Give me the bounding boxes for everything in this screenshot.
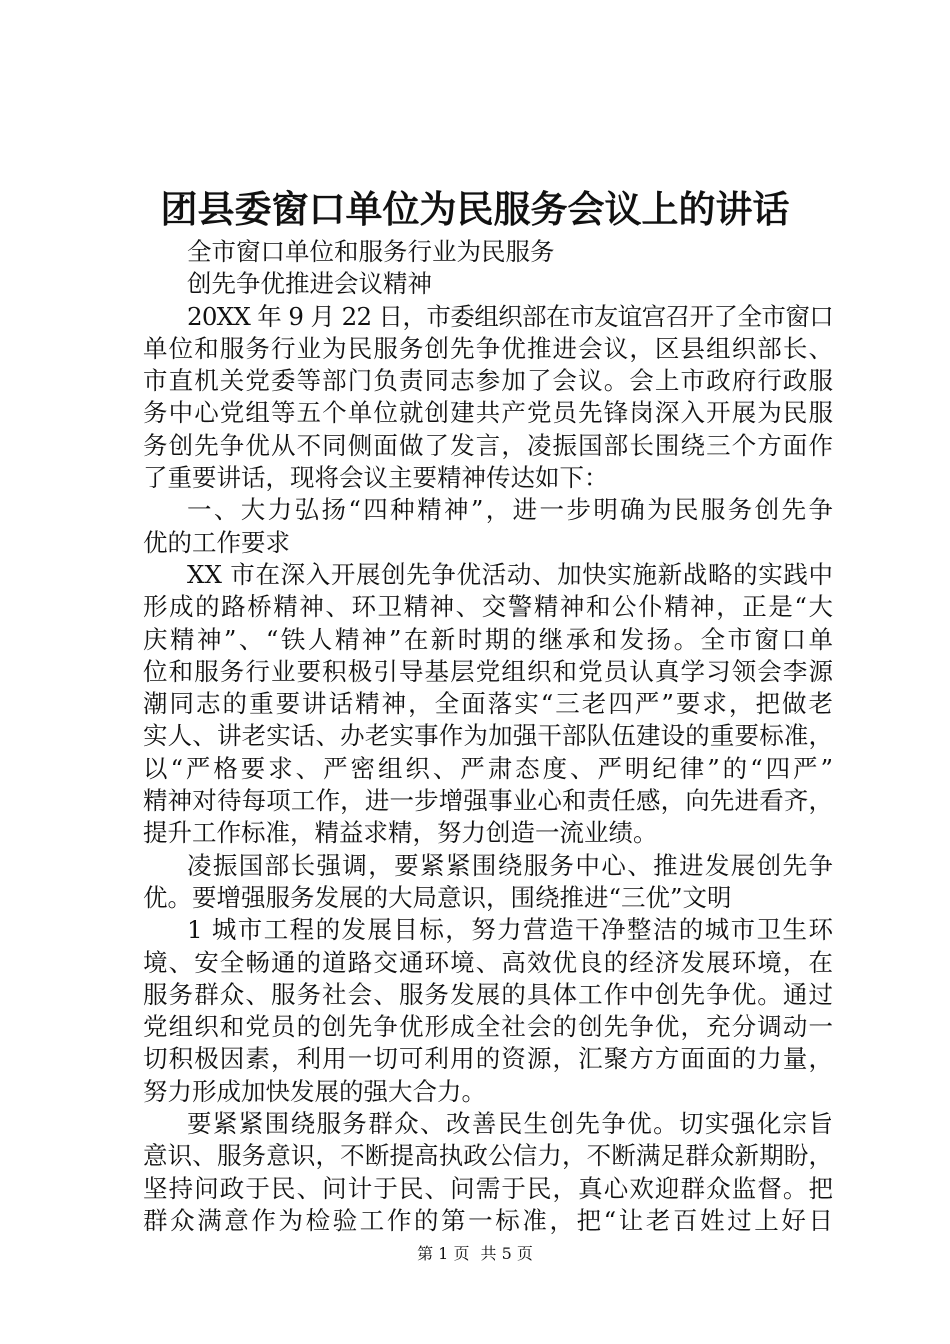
paragraph-line: 庆精神”、“铁人精神”在新时期的继承和发扬。全市窗口单	[143, 624, 833, 654]
paragraph-line: 实人、讲老实话、办老实事作为加强干部队伍建设的重要标准，	[143, 721, 833, 751]
paragraph-line: 以“严格要求、严密组织、严肃态度、严明纪律”的“四严”	[143, 753, 833, 783]
paragraph-line: 努力形成加快发展的强大合力。	[143, 1076, 486, 1106]
paragraph-line: 党组织和党员的创先争优形成全社会的创先争优，充分调动一	[143, 1012, 833, 1042]
subtitle-line-1: 全市窗口单位和服务行业为民服务	[187, 237, 555, 266]
paragraph-line: 务中心党组等五个单位就创建共产党员先锋岗深入开展为民服	[143, 398, 833, 428]
paragraph-line: 要紧紧围绕服务群众、改善民生创先争优。切实强化宗旨	[187, 1109, 833, 1139]
paragraph-line: 切积极因素，利用一切可利用的资源，汇聚方方面面的力量，	[143, 1044, 833, 1074]
paragraph-line: 精神对待每项工作，进一步增强事业心和责任感，向先进看齐，	[143, 786, 833, 816]
paragraph-line: 坚持问政于民、问计于民、问需于民，真心欢迎群众监督。把	[143, 1173, 833, 1203]
paragraph-line: 服务群众、服务社会、服务发展的具体工作中创先争优。通过	[143, 979, 833, 1009]
paragraph-line: XX 市在深入开展创先争优活动、加快实施新战略的实践中	[187, 559, 833, 589]
subtitle-line-2: 创先争优推进会议精神	[187, 269, 432, 299]
document-title: 团县委窗口单位为民服务会议上的讲话	[160, 187, 790, 231]
page-footer	[0, 1244, 950, 1264]
section-heading-line: 一、大力弘扬“四种精神”，进一步明确为民服务创先争	[187, 495, 833, 525]
paragraph-line: 提升工作标准，精益求精，努力创造一流业绩。	[143, 818, 658, 848]
paragraph-line: 凌振国部长强调，要紧紧围绕服务中心、推进发展创先争	[187, 850, 833, 880]
document-body	[143, 236, 833, 1237]
paragraph-line: 境、安全畅通的道路交通环境、高效优良的经济发展环境，在	[143, 947, 833, 977]
page-number: 第 1 页	[417, 1244, 470, 1263]
paragraph-line: 位和服务行业要积极引导基层党组织和党员认真学习领会李源	[143, 656, 833, 686]
paragraph-line: 20XX 年 9 月 22 日，市委组织部在市友谊宫召开了全市窗口	[187, 301, 833, 331]
paragraph-line: 形成的路桥精神、环卫精神、交警精神和公仆精神，正是“大	[143, 592, 833, 622]
paragraph-line: 1 城市工程的发展目标，努力营造干净整洁的城市卫生环	[187, 915, 833, 945]
paragraph-line: 务创先争优从不同侧面做了发言，凌振国部长围绕三个方面作	[143, 430, 833, 460]
paragraph-line: 群众满意作为检验工作的第一标准，把“让老百姓过上好日	[143, 1205, 833, 1235]
paragraph-line: 单位和服务行业为民服务创先争优推进会议，区县组织部长、	[143, 333, 833, 363]
page-total: 共 5 页	[480, 1244, 533, 1263]
section-heading-line: 优的工作要求	[143, 527, 290, 557]
paragraph-line: 市直机关党委等部门负责同志参加了会议。会上市政府行政服	[143, 366, 833, 396]
paragraph-line: 意识、服务意识，不断提高执政公信力，不断满足群众新期盼，	[143, 1141, 833, 1171]
paragraph-line: 了重要讲话，现将会议主要精神传达如下：	[143, 463, 609, 493]
paragraph-line: 优。要增强服务发展的大局意识，围绕推进“三优”文明	[143, 882, 732, 912]
paragraph-line: 潮同志的重要讲话精神，全面落实“三老四严”要求，把做老	[143, 689, 833, 719]
